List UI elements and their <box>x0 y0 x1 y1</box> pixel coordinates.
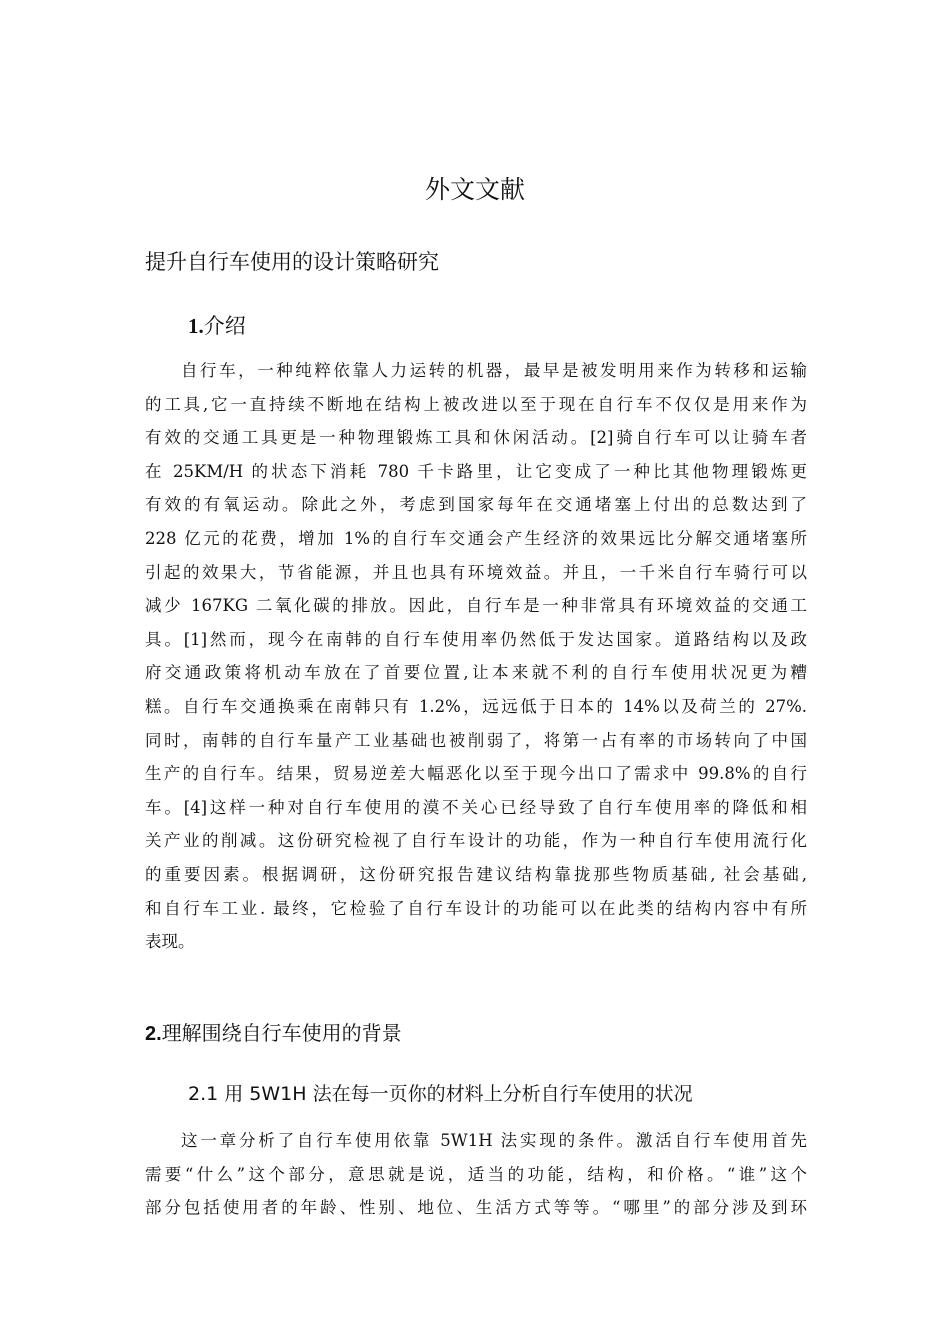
paragraph-line: 具。[1]然而，现今在南韩的自行车使用率仍然低于发达国家。道路结构以及政 <box>145 629 807 649</box>
paragraph-line: 需要“什么”这个部分，意思就是说，适当的功能，结构，和价格。“谁”这个 <box>145 1164 807 1184</box>
paragraph-line: 引起的效果大，节省能源，并且也具有环境效益。并且，一千米自行车骑行可以 <box>145 562 807 582</box>
section-1-title: 介绍 <box>203 314 246 338</box>
section-1-heading <box>188 310 246 340</box>
section-2-heading <box>145 1017 402 1046</box>
paragraph-line: 部分包括使用者的年龄、性别、地位、生活方式等等。“哪里”的部分涉及到环 <box>145 1198 807 1218</box>
paragraph-line: 228 亿元的花费，增加 1%的自行车交通会产生经济的效果远比分解交通堵塞所 <box>145 528 807 548</box>
paragraph-line: 同时，南韩的自行车量产工业基础也被削弱了，将第一占有率的市场转向了中国 <box>145 730 807 750</box>
paragraph-line: 府交通政策将机动车放在了首要位置,让本来就不利的自行车使用状况更为糟 <box>145 663 807 683</box>
section-1-number: 1. <box>188 314 204 338</box>
paragraph-line: 关产业的削减。这份研究检视了自行车设计的功能，作为一种自行车使用流行化 <box>145 831 807 851</box>
paragraph-line: 这一章分析了自行车使用依靠 5W1H 法实现的条件。激活自行车使用首先 <box>181 1131 807 1150</box>
paragraph-line: 有效的有氧运动。除此之外，考虑到国家每年在交通堵塞上付出的总数达到了 <box>145 495 807 515</box>
paragraph-line: 在 25KM/H 的状态下消耗 780 千卡路里，让它变成了一种比其他物理锻炼更 <box>145 461 807 481</box>
paragraph-line: 表现。 <box>145 932 195 952</box>
paragraph-line: 和自行车工业. 最终，它检验了自行车设计的功能可以在此类的结构内容中有所 <box>145 898 807 918</box>
paragraph-line: 生产的自行车。结果，贸易逆差大幅恶化以至于现今出口了需求中 99.8%的自行 <box>145 764 807 784</box>
paragraph-line: 自行车，一种纯粹依靠人力运转的机器，最早是被发明用来作为转移和运输 <box>181 361 807 380</box>
paper-subtitle: 提升自行车使用的设计策略研究 <box>145 250 439 274</box>
paragraph-line: 的重要因素。根据调研，这份研究报告建议结构靠拢那些物质基础, 社会基础, <box>145 864 807 884</box>
paragraph-line: 糕。自行车交通换乘在南韩只有 1.2%，远远低于日本的 14%以及荷兰的 27%. <box>145 696 807 716</box>
paragraph-line: 有效的交通工具更是一种物理锻炼工具和休闲活动。[2]骑自行车可以让骑车者 <box>145 428 807 448</box>
section-1-paragraph <box>145 354 807 959</box>
section-2-title: 理解围绕自行车使用的背景 <box>161 1021 402 1045</box>
section-2-1-heading: 2.1 用 5W1H 法在每一页你的材料上分析自行车使用的状况 <box>188 1083 693 1105</box>
paragraph-line: 的工具,它一直持续不断地在结构上被改进以至于现在自行车不仅仅是用来作为 <box>145 394 807 414</box>
section-2-1-paragraph <box>145 1124 807 1225</box>
paragraph-line: 车。[4]这样一种对自行车使用的漠不关心已经导致了自行车使用率的降低和相 <box>145 797 807 817</box>
section-2-number: 2. <box>145 1023 162 1045</box>
document-title: 外文文献 <box>424 175 525 204</box>
paragraph-line: 减少 167KG 二氧化碳的排放。因此，自行车是一种非常具有环境效益的交通工 <box>145 596 807 616</box>
